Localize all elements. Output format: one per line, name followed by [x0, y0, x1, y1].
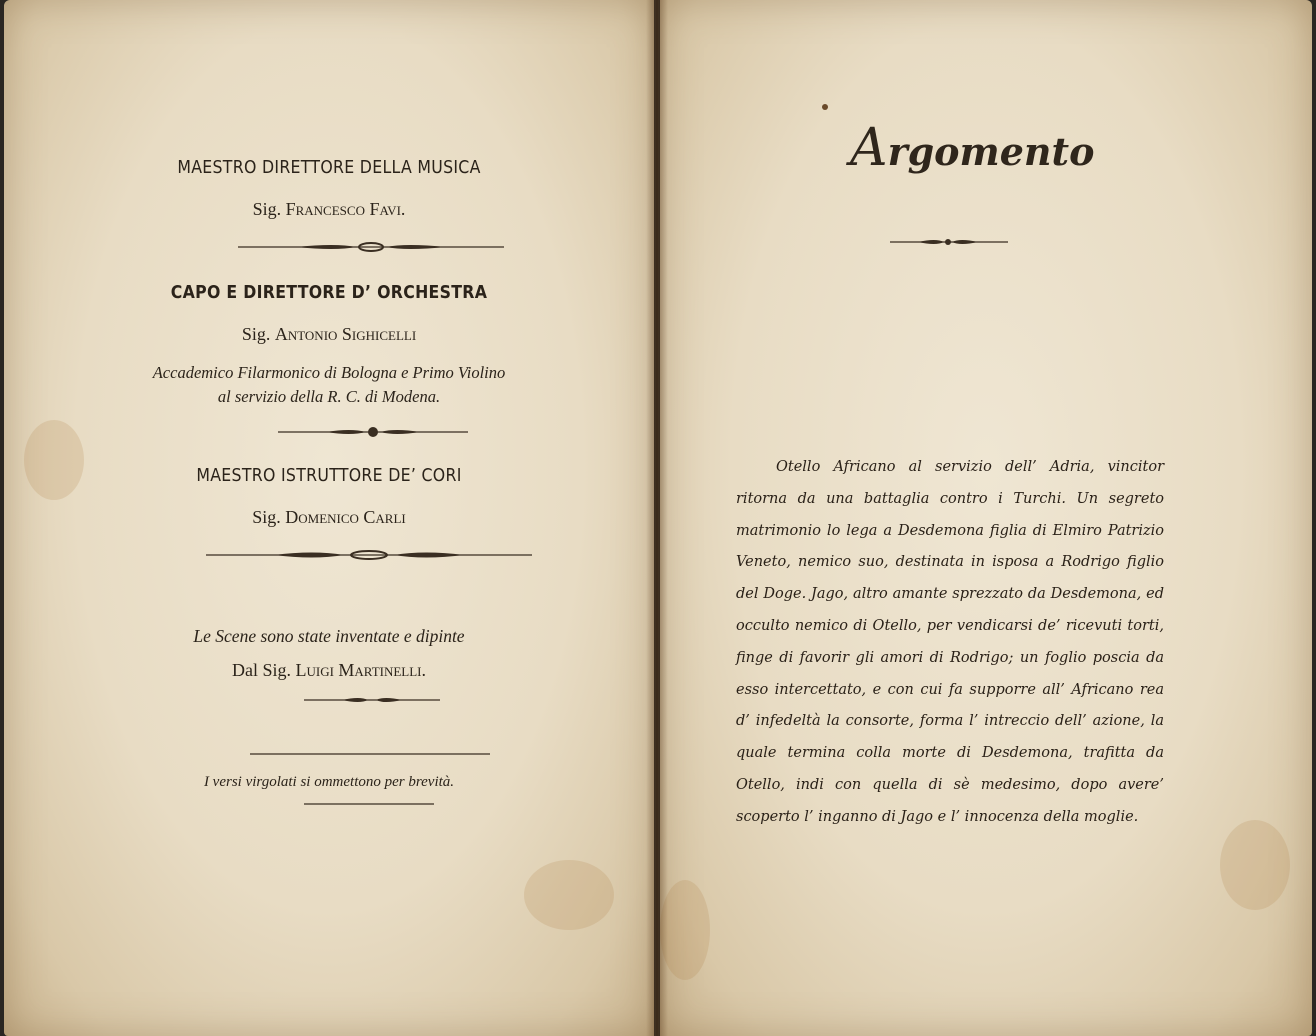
scenes-author-prefix: Dal Sig.	[231, 660, 291, 680]
scenes-line: Le Scene sono state inventate e dipinte	[193, 626, 465, 646]
orchestra-director-line	[4, 324, 654, 345]
orchestra-director-name: Antonio Sighicelli	[274, 324, 417, 344]
music-director-role: MAESTRO DIRETTORE DELLA MUSICA	[177, 158, 481, 178]
paper-stain	[524, 860, 614, 930]
ink-spot	[822, 104, 828, 110]
footnote: I versi virgolati si ommettono per brevità.	[203, 774, 455, 790]
page-title-initial: A	[850, 118, 888, 178]
orchestra-director-prefix: Sig.	[241, 324, 271, 344]
page-title-rest: rgomento	[887, 129, 1095, 174]
chorus-master-role: MAESTRO ISTRUTTORE DE’ CORI	[196, 466, 462, 486]
right-page	[660, 0, 1312, 1036]
plain-rule	[250, 752, 490, 756]
plain-rule	[304, 802, 434, 806]
ornamental-rule	[276, 425, 470, 439]
ornamental-rule	[302, 694, 442, 706]
chorus-master-name: Domenico Carli	[285, 507, 406, 527]
argument-paragraph: Otello Africano al servizio dell’ Adria, vincitor ritorna da una battaglia contro i Turchi. Un segreto matrimonio lo lega a Desdemona figlia di Elmiro Patrizio Veneto, nemico suo, destinata in isposa a Rodrigo figlio del Doge. Jago, altro amante sprezzato da Desdemona, ed occulto nemico di Otello, per vendicarsi de’ ricevuti torti, finge di favorir gli amori di Rodrigo; un foglio poscia da esso intercettato, e con cui fa supporre all’ Africano rea d’ infedeltà la consorte, forma l’ intreccio dell’ azione, la quale termina colla morte di Desdemona, trafitta da Otello, indi con quella di sè medesimo, dopo avere’ scoperto l’ inganno di Jago e l’ innocenza della moglie.	[736, 459, 1164, 825]
music-director-line	[4, 199, 654, 220]
chorus-master-prefix: Sig.	[252, 507, 281, 527]
left-page	[4, 0, 654, 1036]
paper-stain	[24, 420, 84, 500]
ornamental-rule	[204, 548, 534, 562]
paper-stain	[1220, 820, 1290, 910]
orchestra-director-role: CAPO E DIRETTORE D’ ORCHESTRA	[170, 283, 488, 303]
music-director-prefix: Sig.	[252, 199, 282, 219]
chorus-master-line	[4, 507, 654, 528]
book-gutter	[646, 0, 668, 1036]
ornamental-rule	[888, 236, 1010, 248]
scenes-author-line	[4, 660, 654, 681]
music-director-name: Francesco Favi.	[285, 199, 406, 219]
orchestra-director-note-1: Accademico Filarmonico di Bologna e Primo Violino	[152, 363, 506, 382]
scenes-author-name: Luigi Martinelli.	[295, 660, 427, 680]
ornamental-rule	[236, 240, 506, 254]
argument-text	[736, 452, 1164, 834]
orchestra-director-note-2: al servizio della R. C. di Modena.	[217, 387, 441, 406]
page-title	[850, 118, 1094, 178]
